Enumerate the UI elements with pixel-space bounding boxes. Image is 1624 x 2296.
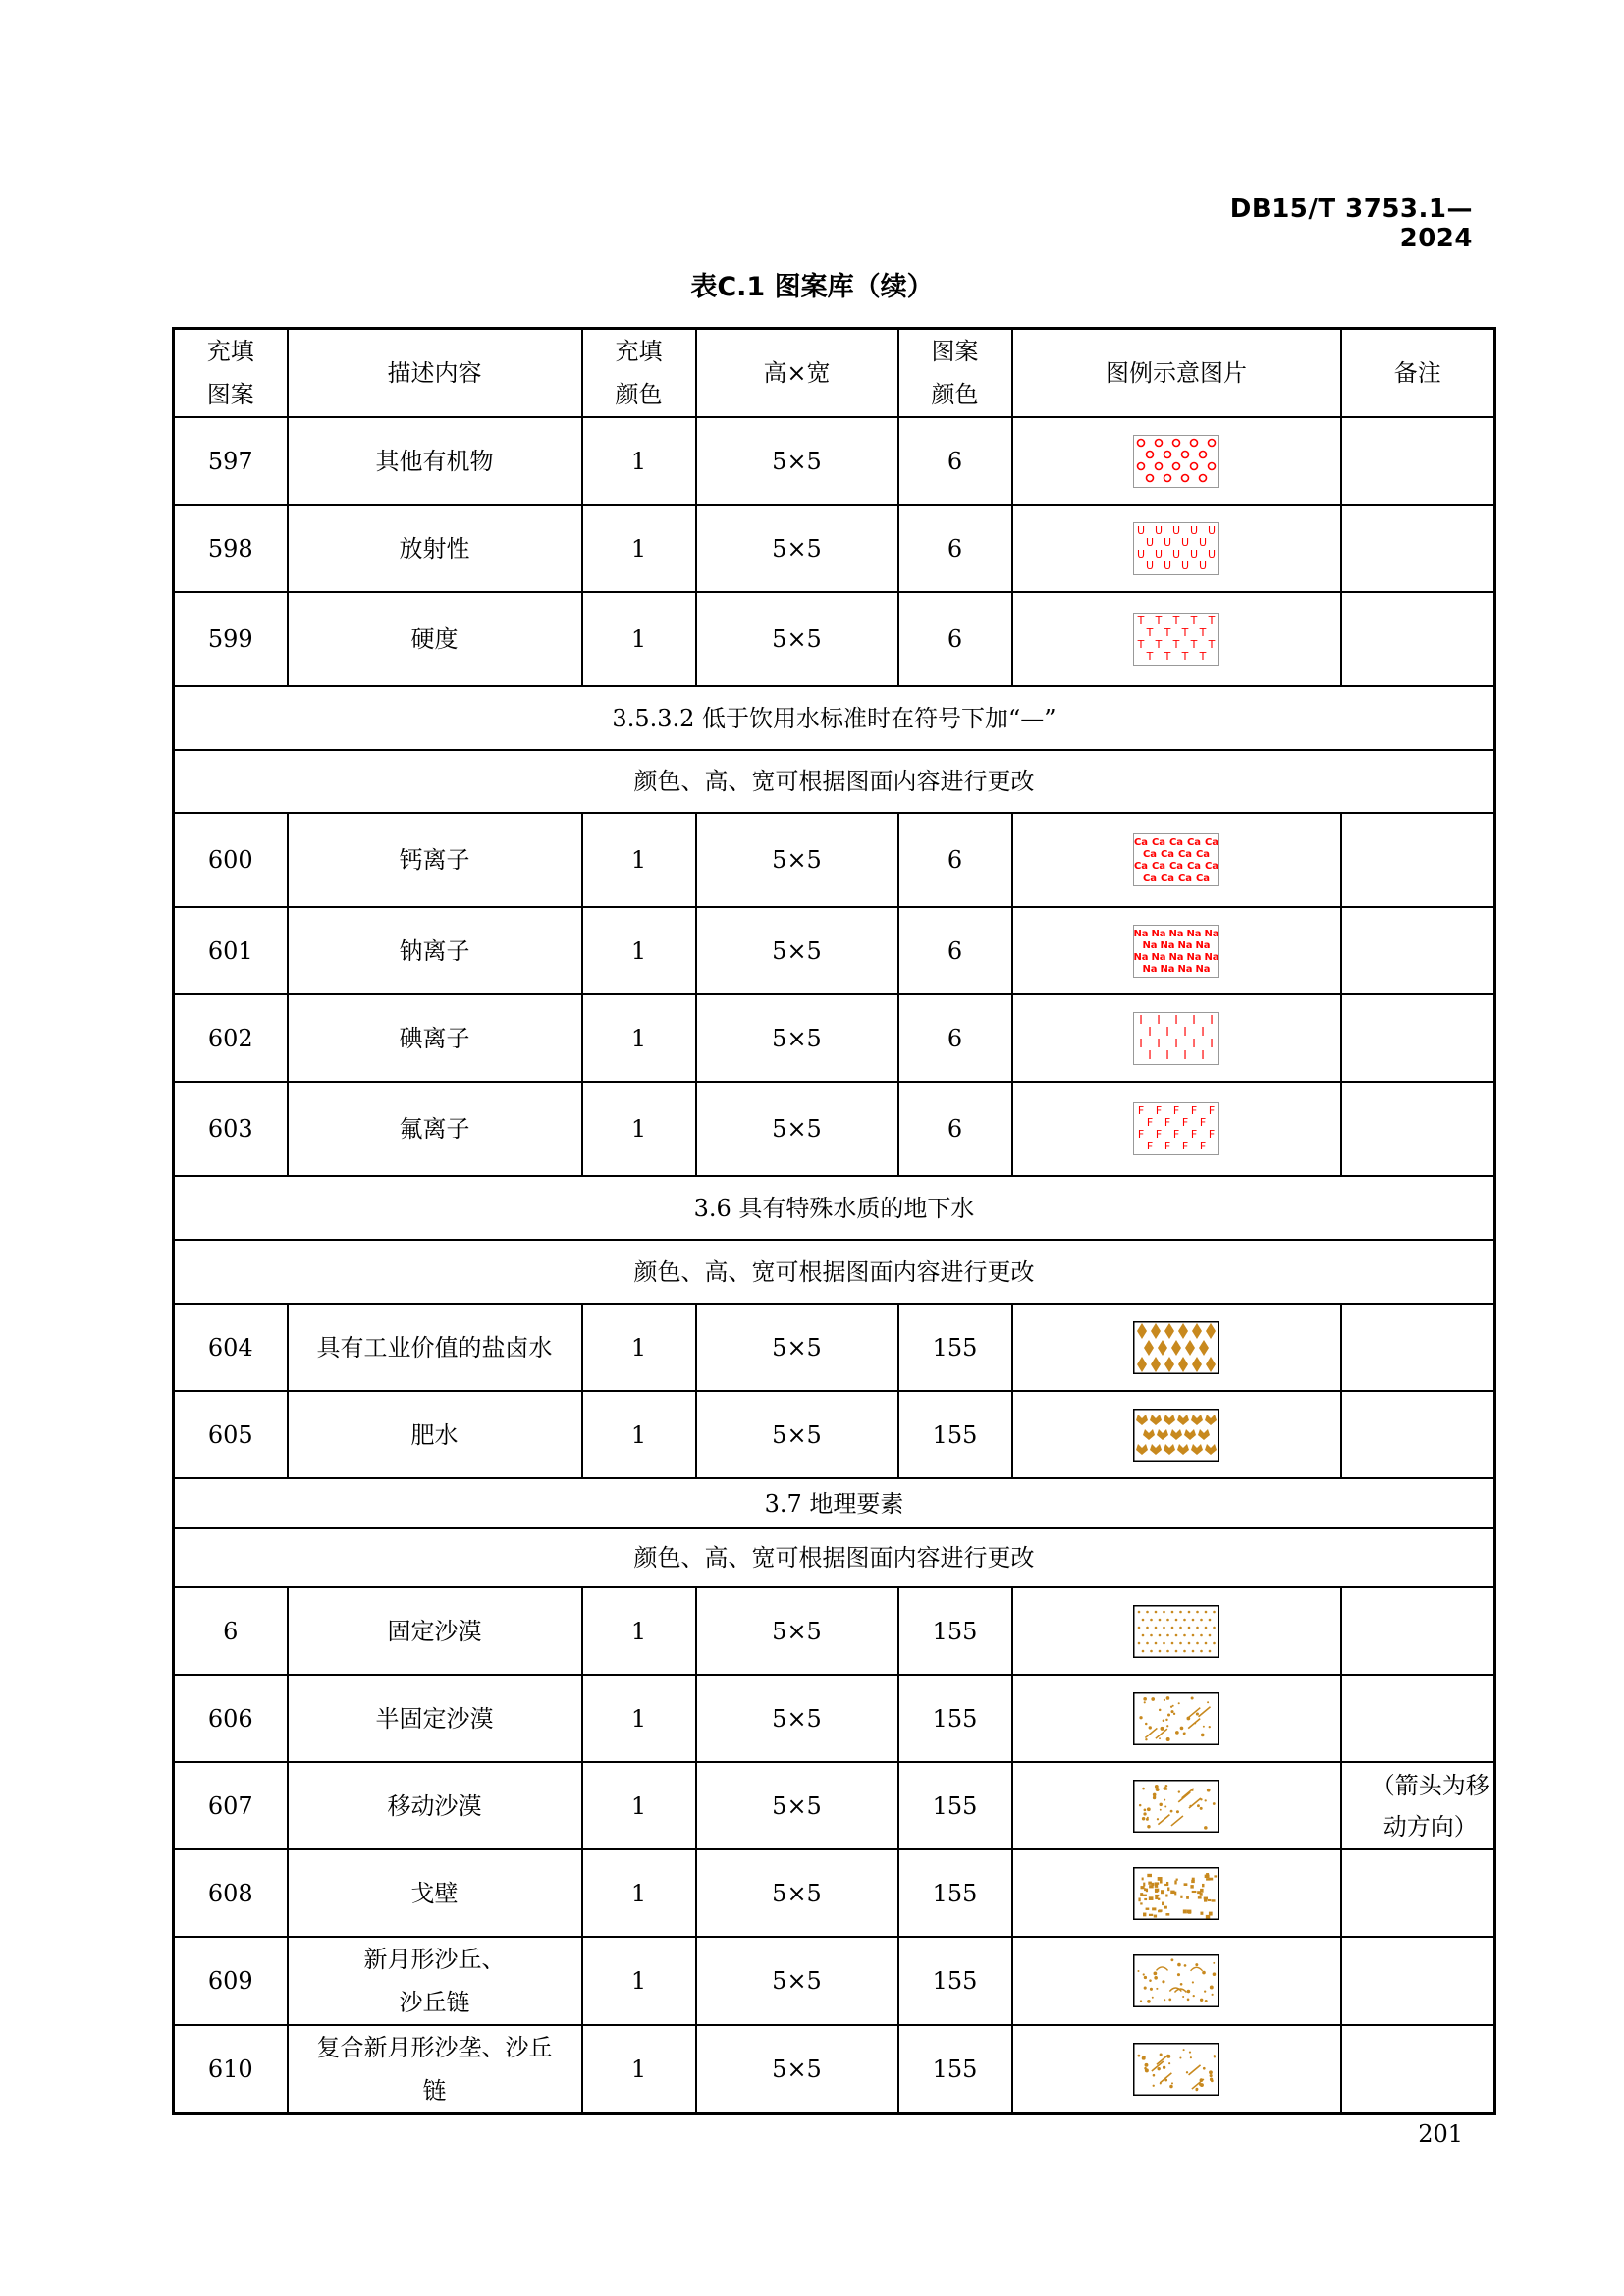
svg-text:U: U [1136, 523, 1146, 537]
fill-color-cell: 1 [582, 1304, 696, 1391]
fill-pattern-id: 607 [174, 1762, 288, 1849]
remarks-cell [1341, 813, 1495, 907]
crescent-brown-pattern-swatch [1133, 1954, 1219, 2007]
legend-image-cell [1012, 1762, 1341, 1849]
table-row [174, 1082, 1495, 1176]
svg-text:T: T [1181, 650, 1189, 663]
legend-image-cell [1012, 1849, 1341, 1937]
arrows-brown-pattern-swatch [1133, 1780, 1219, 1833]
size-cell: 5×5 [696, 1762, 898, 1849]
pattern-color-cell: 6 [898, 592, 1012, 686]
legend-image-cell [1012, 994, 1341, 1082]
size-cell: 5×5 [696, 2025, 898, 2114]
pattern-color-cell: 155 [898, 1304, 1012, 1391]
description-cell: 钙离子 [288, 813, 582, 907]
svg-text:Ca: Ca [1151, 861, 1166, 872]
size-cell: 5×5 [696, 813, 898, 907]
svg-text:Na: Na [1168, 951, 1184, 963]
svg-text:Na: Na [1133, 951, 1149, 963]
svg-text:I: I [1210, 1036, 1214, 1050]
svg-text:U: U [1154, 523, 1164, 537]
description-cell: 其他有机物 [288, 417, 582, 505]
ridge-brown-pattern-swatch [1133, 2043, 1219, 2096]
fill-pattern-id: 6 [174, 1587, 288, 1675]
size-cell: 5×5 [696, 1675, 898, 1762]
pattern-color-cell: 6 [898, 1082, 1012, 1176]
svg-text:U: U [1145, 559, 1155, 572]
table-row [174, 1304, 1495, 1391]
description-cell: 钠离子 [288, 907, 582, 994]
svg-text:I: I [1157, 1012, 1161, 1027]
svg-text:Na: Na [1168, 928, 1184, 939]
fill-pattern-id: 600 [174, 813, 288, 907]
svg-text:I: I [1174, 1012, 1178, 1027]
svg-text:U: U [1207, 523, 1217, 537]
svg-text:U: U [1189, 523, 1199, 537]
svg-text:Ca: Ca [1133, 837, 1149, 848]
fill-color-cell: 1 [582, 417, 696, 505]
svg-text:Na: Na [1195, 963, 1211, 975]
svg-text:Ca: Ca [1204, 861, 1219, 872]
header-description: 描述内容 [288, 329, 582, 418]
svg-text:T: T [1164, 650, 1171, 663]
svg-text:U: U [1198, 559, 1208, 572]
svg-text:U: U [1136, 547, 1146, 561]
svg-text:I: I [1139, 1036, 1143, 1050]
legend-image-cell [1012, 505, 1341, 592]
description-cell: 碘离子 [288, 994, 582, 1082]
fill-pattern-id: 599 [174, 592, 288, 686]
description-cell: 戈壁 [288, 1849, 582, 1937]
header-pattern-color [898, 329, 1012, 418]
table-row [174, 592, 1495, 686]
svg-text:U: U [1171, 523, 1181, 537]
pattern-color-cell: 155 [898, 1849, 1012, 1937]
svg-text:Na: Na [1177, 939, 1193, 951]
description-cell: 复合新月形沙垄、沙丘 链 [288, 2025, 582, 2114]
table-row [174, 1937, 1495, 2025]
svg-text:I: I [1183, 1047, 1187, 1062]
dots-brown-pattern-swatch [1133, 1605, 1219, 1658]
letter-i-red-pattern-swatch [1133, 1012, 1219, 1065]
svg-text:I: I [1210, 1012, 1214, 1027]
legend-image-cell [1012, 1304, 1341, 1391]
svg-text:I: I [1183, 1024, 1187, 1039]
svg-text:Na: Na [1142, 963, 1158, 975]
svg-text:T: T [1181, 626, 1189, 639]
svg-text:F: F [1164, 1116, 1171, 1129]
size-cell: 5×5 [696, 1849, 898, 1937]
header-line: 颜色 [931, 381, 979, 408]
fill-color-cell: 1 [582, 1937, 696, 2025]
remarks-cell [1341, 1937, 1495, 2025]
svg-text:Ca: Ca [1195, 873, 1211, 883]
remarks-cell [1341, 1391, 1495, 1478]
text-ca-red-pattern-swatch [1133, 833, 1219, 886]
table-row [174, 994, 1495, 1082]
text-na-red-pattern-swatch [1133, 925, 1219, 978]
svg-text:Ca: Ca [1142, 873, 1158, 883]
fill-pattern-id: 602 [174, 994, 288, 1082]
svg-text:T: T [1172, 638, 1180, 651]
fill-color-cell: 1 [582, 1849, 696, 1937]
legend-image-cell [1012, 592, 1341, 686]
letter-f-red-pattern-swatch [1133, 1102, 1219, 1155]
legend-image-cell [1012, 1675, 1341, 1762]
svg-text:I: I [1165, 1024, 1169, 1039]
remarks-cell [1341, 505, 1495, 592]
svg-text:F: F [1181, 1140, 1189, 1152]
svg-text:U: U [1163, 559, 1172, 572]
remarks-cell [1341, 1082, 1495, 1176]
legend-image-cell [1012, 1937, 1341, 2025]
section-row [174, 1240, 1495, 1304]
fill-color-cell: 1 [582, 994, 696, 1082]
modify-note: 颜色、高、宽可根据图面内容进行更改 [174, 1528, 1495, 1587]
svg-text:I: I [1174, 1036, 1178, 1050]
svg-text:T: T [1137, 638, 1145, 651]
svg-text:U: U [1180, 559, 1190, 572]
legend-image-cell [1012, 813, 1341, 907]
pattern-color-cell: 155 [898, 1762, 1012, 1849]
legend-image-cell [1012, 1082, 1341, 1176]
svg-text:Ca: Ca [1186, 861, 1202, 872]
table-row [174, 417, 1495, 505]
description-cell: 移动沙漠 [288, 1762, 582, 1849]
legend-image-cell [1012, 2025, 1341, 2114]
fill-color-cell: 1 [582, 1082, 696, 1176]
page-number: 201 [1418, 2120, 1463, 2148]
svg-text:I: I [1192, 1012, 1196, 1027]
svg-text:I: I [1148, 1024, 1152, 1039]
fill-color-cell: 1 [582, 1762, 696, 1849]
header-line: 充填 [206, 338, 254, 365]
svg-text:F: F [1155, 1128, 1163, 1141]
svg-text:Na: Na [1133, 928, 1149, 939]
size-cell: 5×5 [696, 1937, 898, 2025]
fill-color-cell: 1 [582, 505, 696, 592]
diamond-brown-pattern-swatch [1133, 1321, 1219, 1374]
crown-brown-pattern-swatch [1133, 1409, 1219, 1462]
fill-pattern-id: 603 [174, 1082, 288, 1176]
svg-text:Ca: Ca [1168, 861, 1184, 872]
svg-text:Ca: Ca [1160, 873, 1175, 883]
svg-text:T: T [1155, 614, 1163, 627]
svg-text:Na: Na [1204, 928, 1219, 939]
size-cell: 5×5 [696, 1082, 898, 1176]
section-row [174, 686, 1495, 750]
svg-text:U: U [1145, 535, 1155, 549]
modify-note: 颜色、高、宽可根据图面内容进行更改 [174, 750, 1495, 813]
table-row [174, 1849, 1495, 1937]
table-header-row [174, 329, 1495, 418]
svg-text:U: U [1171, 547, 1181, 561]
table-row [174, 1587, 1495, 1675]
svg-text:U: U [1198, 535, 1208, 549]
remarks-cell [1341, 417, 1495, 505]
fill-pattern-id: 610 [174, 2025, 288, 2114]
table-row [174, 2025, 1495, 2114]
pattern-color-cell: 155 [898, 2025, 1012, 2114]
svg-text:U: U [1207, 547, 1217, 561]
remarks-cell [1341, 994, 1495, 1082]
header-fill-pattern [174, 329, 288, 418]
remarks-cell [1341, 1587, 1495, 1675]
svg-text:F: F [1155, 1104, 1163, 1117]
letter-o-red-pattern-swatch [1133, 435, 1219, 488]
svg-text:T: T [1146, 626, 1154, 639]
pattern-color-cell: 155 [898, 1587, 1012, 1675]
svg-text:F: F [1146, 1140, 1154, 1152]
svg-text:Na: Na [1177, 963, 1193, 975]
letter-t-red-pattern-swatch [1133, 613, 1219, 666]
table-row [174, 1762, 1495, 1849]
section-heading-3-5-3-2: 3.5.3.2 低于饮用水标准时在符号下加“—” [174, 686, 1495, 750]
svg-text:T: T [1137, 614, 1145, 627]
svg-text:Na: Na [1195, 939, 1211, 951]
description-cell: 固定沙漠 [288, 1587, 582, 1675]
header-line: 充填 [615, 338, 663, 365]
remarks-cell [1341, 2025, 1495, 2114]
section-row [174, 1478, 1495, 1528]
size-cell: 5×5 [696, 994, 898, 1082]
fill-color-cell: 1 [582, 1587, 696, 1675]
section-heading-3-6: 3.6 具有特殊水质的地下水 [174, 1176, 1495, 1240]
description-cell: 放射性 [288, 505, 582, 592]
svg-text:Ca: Ca [1186, 837, 1202, 848]
svg-text:T: T [1164, 626, 1171, 639]
svg-text:Na: Na [1204, 951, 1219, 963]
svg-text:Ca: Ca [1177, 849, 1193, 860]
pattern-color-cell: 6 [898, 907, 1012, 994]
svg-text:Ca: Ca [1195, 849, 1211, 860]
fill-color-cell: 1 [582, 907, 696, 994]
svg-text:T: T [1146, 650, 1154, 663]
svg-text:T: T [1208, 614, 1216, 627]
header-legend-image: 图例示意图片 [1012, 329, 1341, 418]
header-remarks: 备注 [1341, 329, 1495, 418]
fill-pattern-id: 601 [174, 907, 288, 994]
svg-text:F: F [1190, 1128, 1198, 1141]
header-size: 高×宽 [696, 329, 898, 418]
header-line: 图案 [931, 338, 979, 365]
fill-pattern-id: 609 [174, 1937, 288, 2025]
table-row [174, 1675, 1495, 1762]
svg-text:F: F [1172, 1128, 1180, 1141]
legend-image-cell [1012, 907, 1341, 994]
remarks-cell [1341, 1675, 1495, 1762]
svg-text:Na: Na [1151, 951, 1166, 963]
svg-text:T: T [1190, 638, 1198, 651]
svg-text:Ca: Ca [1133, 861, 1149, 872]
letter-u-red-pattern-swatch [1133, 522, 1219, 575]
svg-text:U: U [1163, 535, 1172, 549]
svg-text:Na: Na [1160, 939, 1175, 951]
section-row [174, 1528, 1495, 1587]
svg-text:Na: Na [1186, 928, 1202, 939]
pattern-color-cell: 6 [898, 994, 1012, 1082]
table-row [174, 813, 1495, 907]
size-cell: 5×5 [696, 907, 898, 994]
svg-text:F: F [1208, 1104, 1216, 1117]
remarks-cell: （箭头为移动方向） [1341, 1762, 1495, 1849]
svg-text:F: F [1208, 1128, 1216, 1141]
legend-image-cell [1012, 1391, 1341, 1478]
svg-text:U: U [1180, 535, 1190, 549]
svg-text:F: F [1146, 1116, 1154, 1129]
size-cell: 5×5 [696, 592, 898, 686]
svg-text:F: F [1137, 1104, 1145, 1117]
svg-text:T: T [1199, 626, 1207, 639]
svg-text:Ca: Ca [1151, 837, 1166, 848]
remarks-cell [1341, 592, 1495, 686]
fill-color-cell: 1 [582, 2025, 696, 2114]
svg-text:Ca: Ca [1204, 837, 1219, 848]
svg-text:I: I [1148, 1047, 1152, 1062]
remarks-cell [1341, 1304, 1495, 1391]
fill-pattern-id: 608 [174, 1849, 288, 1937]
header-line: 图案 [206, 381, 254, 408]
table-row [174, 907, 1495, 994]
svg-text:Na: Na [1186, 951, 1202, 963]
fill-pattern-id: 605 [174, 1391, 288, 1478]
svg-text:I: I [1192, 1036, 1196, 1050]
size-cell: 5×5 [696, 417, 898, 505]
description-cell: 肥水 [288, 1391, 582, 1478]
pattern-color-cell: 155 [898, 1937, 1012, 2025]
svg-text:T: T [1208, 638, 1216, 651]
svg-text:Ca: Ca [1168, 837, 1184, 848]
svg-text:F: F [1190, 1104, 1198, 1117]
semi-brown-pattern-swatch [1133, 1692, 1219, 1745]
svg-text:F: F [1172, 1104, 1180, 1117]
modify-note: 颜色、高、宽可根据图面内容进行更改 [174, 1240, 1495, 1304]
svg-text:U: U [1154, 547, 1164, 561]
svg-text:T: T [1172, 614, 1180, 627]
table-caption: 表C.1 图案库（续） [690, 272, 934, 302]
pattern-color-cell: 6 [898, 505, 1012, 592]
fill-pattern-id: 606 [174, 1675, 288, 1762]
fill-color-cell: 1 [582, 1391, 696, 1478]
description-cell: 硬度 [288, 592, 582, 686]
fill-color-cell: 1 [582, 1675, 696, 1762]
svg-text:U: U [1189, 547, 1199, 561]
pattern-color-cell: 155 [898, 1675, 1012, 1762]
fill-pattern-id: 597 [174, 417, 288, 505]
svg-text:Ca: Ca [1177, 873, 1193, 883]
header-line: 颜色 [615, 381, 663, 408]
svg-text:I: I [1139, 1012, 1143, 1027]
section-heading-3-7: 3.7 地理要素 [174, 1478, 1495, 1528]
size-cell: 5×5 [696, 505, 898, 592]
remarks-cell [1341, 907, 1495, 994]
svg-text:F: F [1199, 1140, 1207, 1152]
svg-text:I: I [1201, 1024, 1205, 1039]
svg-text:I: I [1165, 1047, 1169, 1062]
fill-pattern-id: 604 [174, 1304, 288, 1391]
section-row [174, 1176, 1495, 1240]
legend-image-cell [1012, 1587, 1341, 1675]
pattern-color-cell: 155 [898, 1391, 1012, 1478]
legend-image-cell [1012, 417, 1341, 505]
svg-text:F: F [1137, 1128, 1145, 1141]
size-cell: 5×5 [696, 1304, 898, 1391]
pattern-library-table [172, 327, 1496, 2115]
description-cell: 半固定沙漠 [288, 1675, 582, 1762]
pattern-color-cell: 6 [898, 417, 1012, 505]
remarks-cell [1341, 1849, 1495, 1937]
svg-text:Na: Na [1151, 928, 1166, 939]
svg-text:I: I [1157, 1036, 1161, 1050]
size-cell: 5×5 [696, 1587, 898, 1675]
pattern-color-cell: 6 [898, 813, 1012, 907]
header-fill-color [582, 329, 696, 418]
fill-color-cell: 1 [582, 813, 696, 907]
svg-text:Na: Na [1160, 963, 1175, 975]
svg-text:T: T [1199, 650, 1207, 663]
description-cell: 具有工业价值的盐卤水 [288, 1304, 582, 1391]
fill-pattern-id: 598 [174, 505, 288, 592]
section-row [174, 750, 1495, 813]
svg-text:T: T [1155, 638, 1163, 651]
fill-color-cell: 1 [582, 592, 696, 686]
svg-text:T: T [1190, 614, 1198, 627]
table-row [174, 1391, 1495, 1478]
description-cell: 新月形沙丘、 沙丘链 [288, 1937, 582, 2025]
size-cell: 5×5 [696, 1391, 898, 1478]
svg-text:I: I [1201, 1047, 1205, 1062]
svg-text:F: F [1181, 1116, 1189, 1129]
table-row [174, 505, 1495, 592]
svg-text:F: F [1164, 1140, 1171, 1152]
svg-text:F: F [1199, 1116, 1207, 1129]
document-id: DB15/T 3753.1—2024 [1229, 194, 1473, 253]
svg-text:Ca: Ca [1142, 849, 1158, 860]
svg-text:Na: Na [1142, 939, 1158, 951]
svg-text:Ca: Ca [1160, 849, 1175, 860]
gravel-brown-pattern-swatch [1133, 1867, 1219, 1920]
description-cell: 氟离子 [288, 1082, 582, 1176]
